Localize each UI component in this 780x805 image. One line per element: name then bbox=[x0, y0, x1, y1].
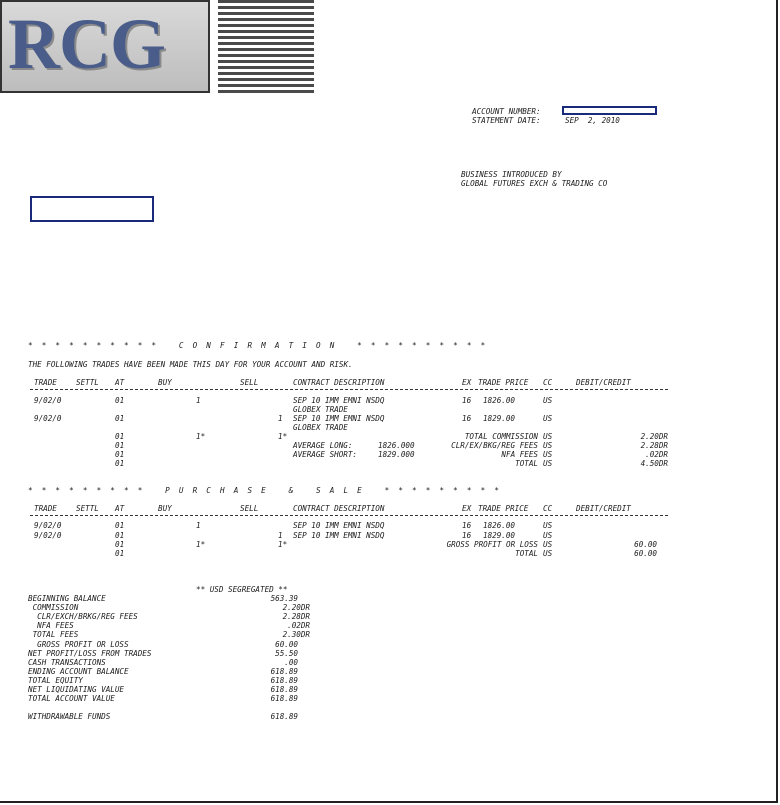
trade-contract: SEP 10 IMM EMNI NSDQ bbox=[293, 396, 385, 405]
col-at: AT bbox=[115, 378, 125, 387]
balance-label: GROSS PROFIT OR LOSS bbox=[28, 640, 129, 649]
balance-label: NET PROFIT/LOSS FROM TRADES bbox=[28, 649, 152, 658]
balance-label: BEGINNING BALANCE bbox=[28, 594, 106, 603]
summary-label: TOTAL COMMISSION bbox=[464, 432, 538, 441]
header-rule bbox=[30, 515, 668, 516]
summary-value: 2.28DR bbox=[640, 441, 668, 450]
col-buy: BUY bbox=[158, 378, 172, 387]
account-number-label: ACCOUNT NUMBER: bbox=[472, 107, 541, 116]
introduced-by-line1: BUSINESS INTRODUCED BY bbox=[461, 170, 562, 179]
statement-date-label: STATEMENT DATE: bbox=[472, 116, 541, 125]
summary-label: NFA FEES bbox=[501, 450, 538, 459]
balance-label: CLR/EXCH/BRKG/REG FEES bbox=[28, 612, 138, 621]
balance-value: 60.00 bbox=[275, 640, 298, 649]
rcg-logo bbox=[0, 0, 210, 93]
trade-at: 01 bbox=[115, 531, 125, 540]
trade-price: 1829.00 bbox=[483, 531, 516, 540]
col-cc: CC bbox=[543, 378, 553, 387]
balance-value: 618.89 bbox=[270, 676, 298, 685]
trade-cc: US bbox=[543, 414, 553, 423]
summary-cc: US bbox=[543, 459, 553, 468]
balance-label: NET LIQUIDATING VALUE bbox=[28, 685, 125, 694]
col-trade: TRADE bbox=[34, 504, 57, 513]
balance-label: COMMISSION bbox=[28, 603, 79, 612]
col-contract: CONTRACT DESCRIPTION bbox=[293, 378, 385, 387]
trade-at: 01 bbox=[115, 414, 125, 423]
trade-at: 01 bbox=[115, 521, 125, 530]
col-sell: SELL bbox=[240, 378, 259, 387]
summary-buy-total: 1* bbox=[196, 540, 206, 549]
balance-value: 563.39 bbox=[270, 594, 298, 603]
trade-ex: 16 bbox=[462, 531, 472, 540]
balance-value: 2.20DR bbox=[282, 603, 310, 612]
trade-date: 9/02/0 bbox=[34, 396, 62, 405]
trade-date: 9/02/0 bbox=[34, 414, 62, 423]
balance-label: TOTAL EQUITY bbox=[28, 676, 83, 685]
trade-buy: 1 bbox=[196, 396, 201, 405]
trade-contract-line2: GLOBEX TRADE bbox=[293, 423, 348, 432]
confirmation-banner: * * * * * * * * * * C O N F I R M A T I O N * * * * * * * * * * bbox=[28, 341, 486, 350]
summary-at: 01 bbox=[115, 441, 125, 450]
summary-cc: US bbox=[543, 540, 553, 549]
confirmation-intro: THE FOLLOWING TRADES HAVE BEEN MADE THIS DAY FOR YOUR ACCOUNT AND RISK. bbox=[28, 360, 353, 369]
summary-buy-total: 1* bbox=[196, 432, 206, 441]
balance-value: 2.30DR bbox=[282, 630, 310, 639]
summary-at: 01 bbox=[115, 459, 125, 468]
client-address-redacted bbox=[30, 196, 154, 222]
summary-label: GROSS PROFIT OR LOSS bbox=[446, 540, 538, 549]
balances-heading: ** USD SEGREGATED ** bbox=[196, 585, 288, 594]
withdrawable-value: 618.89 bbox=[270, 712, 298, 721]
account-number-redacted bbox=[562, 106, 657, 115]
avg-short-value: 1829.000 bbox=[378, 450, 415, 459]
balance-value: 618.89 bbox=[270, 667, 298, 676]
trade-ex: 16 bbox=[462, 396, 472, 405]
col-trade: TRADE bbox=[34, 378, 57, 387]
col-settl: SETTL bbox=[76, 378, 99, 387]
trade-contract: SEP 10 IMM EMNI NSDQ bbox=[293, 531, 385, 540]
col-debit: DEBIT/CREDIT bbox=[576, 378, 631, 387]
balance-label: ENDING ACCOUNT BALANCE bbox=[28, 667, 129, 676]
balance-label: CASH TRANSACTIONS bbox=[28, 658, 106, 667]
summary-cc: US bbox=[543, 432, 553, 441]
summary-at: 01 bbox=[115, 450, 125, 459]
col-buy: BUY bbox=[158, 504, 172, 513]
trade-cc: US bbox=[543, 521, 553, 530]
avg-long-value: 1826.000 bbox=[378, 441, 415, 450]
summary-cc: US bbox=[543, 549, 553, 558]
balance-value: 2.28DR bbox=[282, 612, 310, 621]
col-at: AT bbox=[115, 504, 125, 513]
trade-contract: SEP 10 IMM EMNI NSDQ bbox=[293, 414, 385, 423]
summary-cc: US bbox=[543, 450, 553, 459]
summary-value: 4.50DR bbox=[640, 459, 668, 468]
logo-text: RCG bbox=[8, 4, 165, 84]
summary-value: 2.20DR bbox=[640, 432, 668, 441]
trade-buy: 1 bbox=[196, 521, 201, 530]
summary-at: 01 bbox=[115, 540, 125, 549]
col-price: TRADE PRICE bbox=[478, 504, 529, 513]
col-debit: DEBIT/CREDIT bbox=[576, 504, 631, 513]
summary-value: .02DR bbox=[645, 450, 668, 459]
trade-sell: 1 bbox=[278, 414, 283, 423]
trade-cc: US bbox=[543, 531, 553, 540]
col-settl: SETTL bbox=[76, 504, 99, 513]
balance-label: TOTAL FEES bbox=[28, 630, 79, 639]
balance-label: TOTAL ACCOUNT VALUE bbox=[28, 694, 115, 703]
introduced-by-line2: GLOBAL FUTURES EXCH & TRADING CO bbox=[461, 179, 608, 188]
trade-date: 9/02/0 bbox=[34, 521, 62, 530]
col-cc: CC bbox=[543, 504, 553, 513]
summary-sell-total: 1* bbox=[278, 540, 288, 549]
purchase-sale-banner: * * * * * * * * * P U R C H A S E & S A L E * * * * * * * * * bbox=[28, 486, 499, 495]
summary-label: TOTAL bbox=[515, 549, 538, 558]
col-price: TRADE PRICE bbox=[478, 378, 529, 387]
avg-short-label: AVERAGE SHORT: bbox=[293, 450, 358, 459]
col-ex: EX bbox=[462, 504, 472, 513]
trade-price: 1829.00 bbox=[483, 414, 516, 423]
trade-sell: 1 bbox=[278, 531, 283, 540]
summary-value: 60.00 bbox=[634, 549, 657, 558]
avg-long-label: AVERAGE LONG: bbox=[293, 441, 353, 450]
summary-at: 01 bbox=[115, 549, 125, 558]
trade-date: 9/02/0 bbox=[34, 531, 62, 540]
trade-ex: 16 bbox=[462, 521, 472, 530]
trade-contract-line2: GLOBEX TRADE bbox=[293, 405, 348, 414]
balance-value: 618.89 bbox=[270, 685, 298, 694]
balance-value: .00 bbox=[284, 658, 298, 667]
balance-value: .02DR bbox=[287, 621, 310, 630]
col-sell: SELL bbox=[240, 504, 259, 513]
trade-cc: US bbox=[543, 396, 553, 405]
trade-at: 01 bbox=[115, 396, 125, 405]
summary-sell-total: 1* bbox=[278, 432, 288, 441]
header-rule bbox=[30, 389, 668, 390]
trade-price: 1826.00 bbox=[483, 521, 516, 530]
trade-ex: 16 bbox=[462, 414, 472, 423]
summary-value: 60.00 bbox=[634, 540, 657, 549]
col-contract: CONTRACT DESCRIPTION bbox=[293, 504, 385, 513]
summary-at: 01 bbox=[115, 432, 125, 441]
col-ex: EX bbox=[462, 378, 472, 387]
summary-label: CLR/EX/BKG/REG FEES bbox=[451, 441, 538, 450]
logo-stripes bbox=[218, 0, 314, 96]
summary-label: TOTAL bbox=[515, 459, 538, 468]
balance-value: 55.50 bbox=[275, 649, 298, 658]
balance-label: NFA FEES bbox=[28, 621, 74, 630]
trade-contract: SEP 10 IMM EMNI NSDQ bbox=[293, 521, 385, 530]
statement-date: SEP 2, 2010 bbox=[565, 116, 620, 125]
trade-price: 1826.00 bbox=[483, 396, 516, 405]
withdrawable-label: WITHDRAWABLE FUNDS bbox=[28, 712, 111, 721]
summary-cc: US bbox=[543, 441, 553, 450]
balance-value: 618.89 bbox=[270, 694, 298, 703]
